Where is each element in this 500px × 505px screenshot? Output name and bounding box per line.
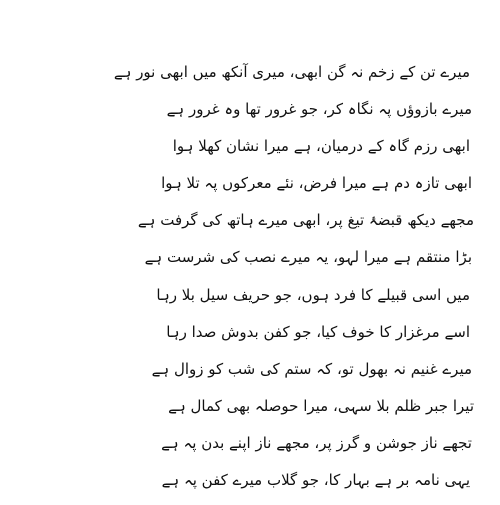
poem-line-text: تجھے ناز جوشن و گرز پر، مجھے ناز اپنے بدن پہ ہے [161, 433, 472, 452]
poem-line [0, 357, 500, 394]
poem-line-text: ابھی رزم گاہ کے درمیان، ہے میرا نشان کھلا ہوا [172, 137, 470, 156]
poem-line-text: میرے بازوؤں پہ نگاہ کر، جو غرور تھا وہ غرور ہے [166, 100, 472, 119]
poem-line [0, 394, 500, 431]
poem-line-text: اسے مرغزار کا خوف کیا، جو کفن بدوش صدا رہا [166, 322, 470, 341]
poem-line-text: میرے غنیم نہ بھول تو، کہ ستم کی شب کو زوال ہے [151, 359, 472, 378]
poem-line-text: میں اسی قبیلے کا فرد ہوں، جو حریف سیل بلا رہا [156, 285, 470, 304]
poem-line [0, 431, 500, 468]
poem-line [0, 320, 500, 357]
poem-line-text: بڑا منتقم ہے میرا لہو، یہ میرے نصب کی شرست ہے [144, 248, 472, 267]
poem-line [0, 97, 500, 134]
poem-line [0, 60, 500, 97]
poem-line [0, 208, 500, 245]
poem-line [0, 245, 500, 282]
poem-line-text: یہی نامہ بر ہے بہار کا، جو گلاب میرے کفن پہ ہے [161, 471, 470, 490]
poem-line [0, 283, 500, 320]
poem-line [0, 134, 500, 171]
poem-line-text: میرے تن کے زخم نہ گن ابھی، میری آنکھ میں ابھی نور ہے [113, 63, 470, 81]
poem-line-text: مجھے دیکھ قبضۂ تیغ پر، ابھی میرے ہاتھ کی گرفت ہے [137, 211, 474, 230]
poem-line-text: تیرا جبر ظلم بلا سہی، میرا حوصلہ بھی کمال ہے [168, 396, 474, 415]
poem-line-text: ابھی تازہ دم ہے میرا فرض، نئے معرکوں پہ تلا ہوا [161, 174, 472, 193]
poem-line [0, 171, 500, 208]
poem-line [0, 468, 500, 505]
poem [0, 60, 500, 505]
